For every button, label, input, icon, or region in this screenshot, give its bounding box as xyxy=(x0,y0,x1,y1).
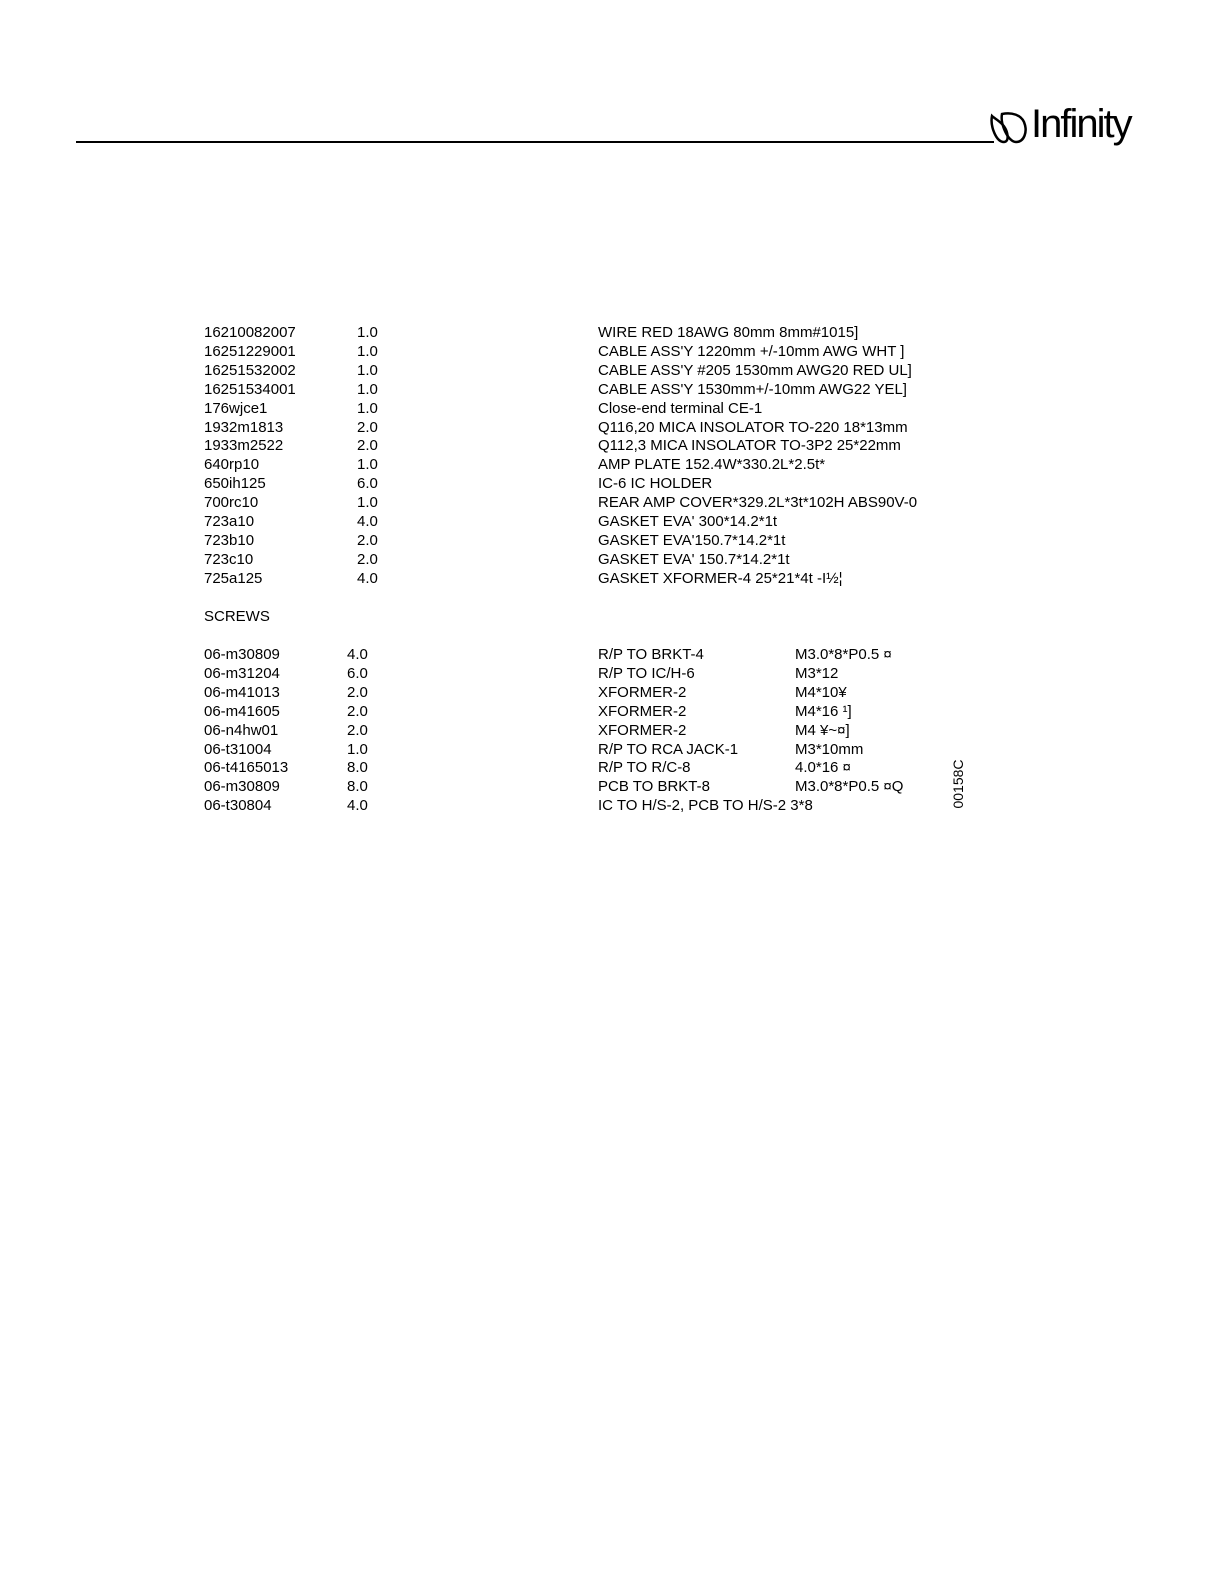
part-number-cell: 723a10 xyxy=(204,513,255,530)
description-cell: Q112,3 MICA INSOLATOR TO-3P2 25*22mm xyxy=(598,437,901,455)
spec-cell: M4*10¥ xyxy=(795,683,847,701)
quantity-cell: 6.0 xyxy=(347,664,368,682)
header-rule xyxy=(76,141,994,143)
description-cell: GASKET EVA'150.7*14.2*1t xyxy=(598,531,786,549)
description-cell: REAR AMP COVER*329.2L*3t*102H ABS90V-0 xyxy=(598,494,918,512)
part-number-cell: 723c10 xyxy=(204,550,254,568)
description-cell: R/P TO BRKT-4 xyxy=(598,646,704,663)
part-number-cell: 1932m1813 xyxy=(204,418,284,436)
description-cell: CABLE ASS'Y #205 1530mm AWG20 RED UL] xyxy=(598,361,912,379)
quantity-cell: 2.0 xyxy=(357,550,378,568)
description-cell: XFORMER-2 xyxy=(598,683,687,701)
quantity-cell: 2.0 xyxy=(347,721,368,739)
description-cell: WIRE RED 18AWG 80mm 8mm#1015] xyxy=(598,324,859,341)
quantity-cell: 8.0 xyxy=(347,778,368,796)
part-number-cell: 06-t4165013 xyxy=(204,759,289,777)
quantity-cell: 8.0 xyxy=(347,759,368,777)
part-number-cell: 06-t31004 xyxy=(204,740,272,758)
part-number-cell: 176wjce1 xyxy=(204,399,268,417)
part-number-cell: 06-m41013 xyxy=(204,683,280,701)
quantity-cell: 4.0 xyxy=(347,797,368,815)
quantity-cell: 2.0 xyxy=(357,531,378,549)
part-number-cell: 16251532002 xyxy=(204,361,296,379)
document-code: 00158C xyxy=(950,759,966,809)
quantity-cell: 4.0 xyxy=(357,513,378,530)
part-number-cell: 06-m30809 xyxy=(204,778,280,796)
infinity-logo xyxy=(988,102,1158,154)
quantity-cell: 2.0 xyxy=(347,702,368,720)
description-cell: IC-6 IC HOLDER xyxy=(598,475,713,493)
quantity-cell: 1.0 xyxy=(357,342,378,360)
part-number-cell: 06-m41605 xyxy=(204,702,280,720)
description-cell: Q116,20 MICA INSOLATOR TO-220 18*13mm xyxy=(598,418,908,436)
description-cell: XFORMER-2 xyxy=(598,702,687,720)
spec-cell: M3.0*8*P0.5 ¤Q xyxy=(795,778,904,796)
description-cell: IC TO H/S-2, PCB TO H/S-2 3*8 xyxy=(598,797,813,815)
spec-cell: M4 ¥~¤] xyxy=(795,721,850,739)
part-number-cell: 700rc10 xyxy=(204,494,259,512)
part-number-cell: 725a125 xyxy=(204,569,263,587)
quantity-cell: 1.0 xyxy=(357,361,378,379)
part-number-cell: 650ih125 xyxy=(204,475,266,493)
part-number-cell: 16251534001 xyxy=(204,380,296,398)
quantity-cell: 1.0 xyxy=(357,399,378,417)
quantity-cell: 4.0 xyxy=(347,646,368,663)
section-heading-screws: SCREWS xyxy=(204,608,270,625)
part-number-cell: 06-t30804 xyxy=(204,797,272,815)
part-number-cell: 16210082007 xyxy=(204,324,296,341)
quantity-cell: 1.0 xyxy=(347,740,368,758)
spec-cell: 4.0*16 ¤ xyxy=(795,759,851,777)
logo-wordmark: Infinity xyxy=(1031,102,1131,146)
description-cell: GASKET XFORMER-4 25*21*4t -I½¦ xyxy=(598,569,843,587)
spec-cell: M3*12 xyxy=(795,664,839,682)
spec-cell: M3*10mm xyxy=(795,740,864,758)
description-cell: AMP PLATE 152.4W*330.2L*2.5t* xyxy=(598,456,826,474)
quantity-cell: 1.0 xyxy=(357,380,378,398)
spec-cell: M3.0*8*P0.5 ¤ xyxy=(795,646,892,663)
quantity-cell: 2.0 xyxy=(347,683,368,701)
quantity-cell: 1.0 xyxy=(357,456,378,474)
part-number-cell: 06-m31204 xyxy=(204,664,280,682)
quantity-cell: 4.0 xyxy=(357,569,378,587)
description-cell: XFORMER-2 xyxy=(598,721,687,739)
quantity-cell: 1.0 xyxy=(357,494,378,512)
quantity-cell: 1.0 xyxy=(357,324,378,341)
description-cell: PCB TO BRKT-8 xyxy=(598,778,710,796)
description-cell: CABLE ASS'Y 1220mm +/-10mm AWG WHT ] xyxy=(598,342,905,360)
quantity-cell: 6.0 xyxy=(357,475,378,493)
description-cell: CABLE ASS'Y 1530mm+/-10mm AWG22 YEL] xyxy=(598,380,907,398)
part-number-cell: 723b10 xyxy=(204,531,255,549)
spec-cell: M4*16 ¹] xyxy=(795,702,852,720)
infinity-logo-icon xyxy=(988,108,1032,148)
quantity-cell: 2.0 xyxy=(357,418,378,436)
part-number-cell: 06-n4hw01 xyxy=(204,721,279,739)
description-cell: GASKET EVA' 150.7*14.2*1t xyxy=(598,550,790,568)
description-cell: R/P TO IC/H-6 xyxy=(598,664,695,682)
part-number-cell: 640rp10 xyxy=(204,456,260,474)
description-cell: Close-end terminal CE-1 xyxy=(598,399,763,417)
description-cell: GASKET EVA' 300*14.2*1t xyxy=(598,513,778,530)
quantity-cell: 2.0 xyxy=(357,437,378,455)
part-number-cell: 06-m30809 xyxy=(204,646,280,663)
description-cell: R/P TO R/C-8 xyxy=(598,759,691,777)
part-number-cell: 16251229001 xyxy=(204,342,296,360)
part-number-cell: 1933m2522 xyxy=(204,437,284,455)
description-cell: R/P TO RCA JACK-1 xyxy=(598,740,739,758)
